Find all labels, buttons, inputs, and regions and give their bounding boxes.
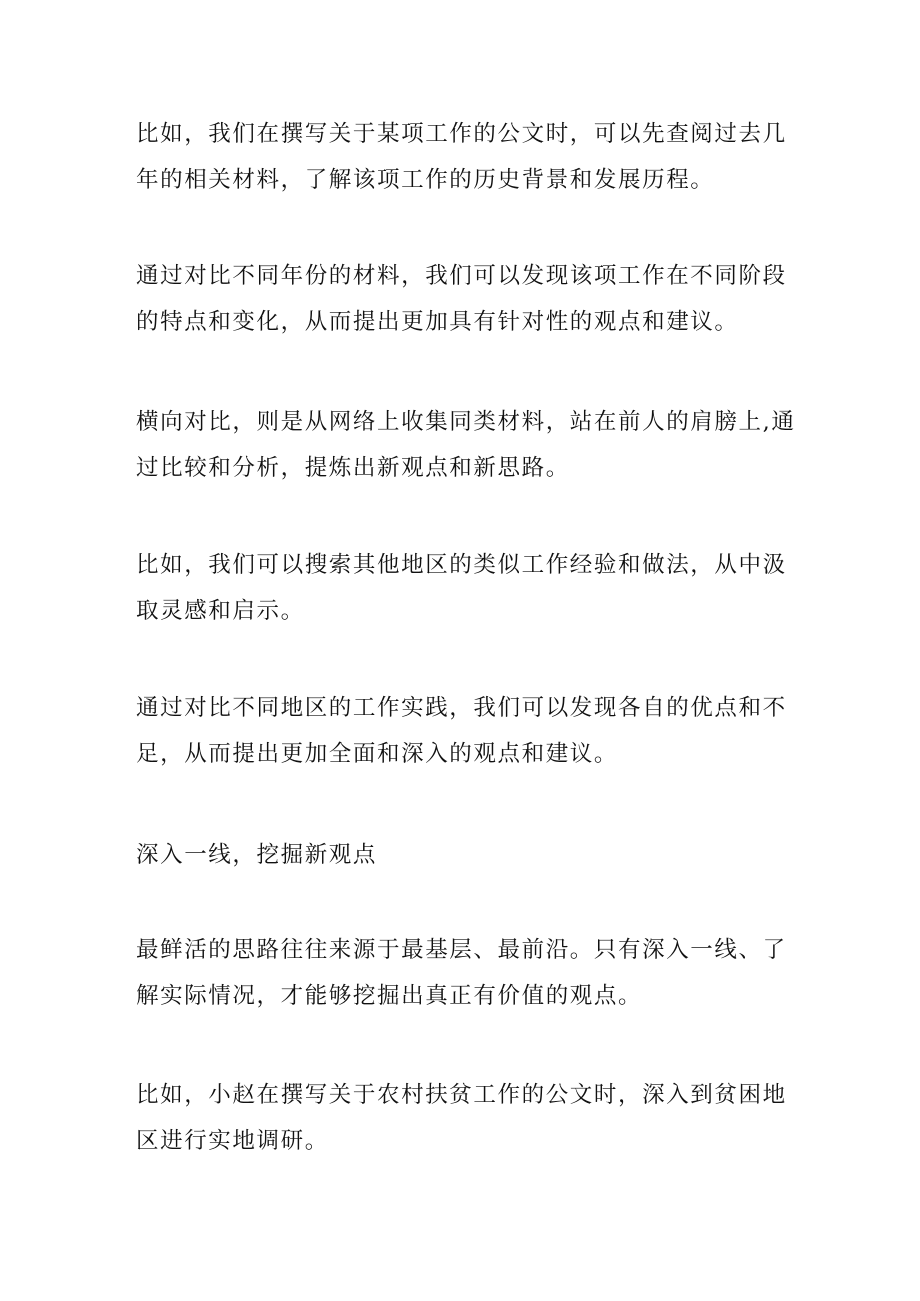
paragraph-4: 比如，我们可以搜索其他地区的类似工作经验和做法，从中汲取灵感和启示。 — [136, 552, 787, 624]
paragraph-5: 通过对比不同地区的工作实践，我们可以发现各自的优点和不足，从而提出更加全面和深入的观点和建议。 — [136, 695, 787, 767]
section-heading: 深入一线，挖掘新观点 — [136, 842, 378, 868]
paragraph-3: 横向对比，则是从网络上收集同类材料，站在前人的肩膀上,通过比较和分析，提炼出新观点和新思路。 — [136, 409, 796, 481]
paragraph-2: 通过对比不同年份的材料，我们可以发现该项工作在不同阶段的特点和变化，从而提出更加具有针对性的观点和建议。 — [136, 263, 787, 335]
paragraph-1: 比如，我们在撰写关于某项工作的公文时，可以先查阅过去几年的相关材料，了解该项工作的历史背景和发展历程。 — [136, 121, 787, 193]
section-paragraph-1: 最鲜活的思路往往来源于最基层、最前沿。只有深入一线、了解实际情况，才能够挖掘出真正有价值的观点。 — [136, 937, 787, 1009]
section-paragraph-2: 比如，小赵在撰写关于农村扶贫工作的公文时，深入到贫困地区进行实地调研。 — [136, 1082, 787, 1154]
